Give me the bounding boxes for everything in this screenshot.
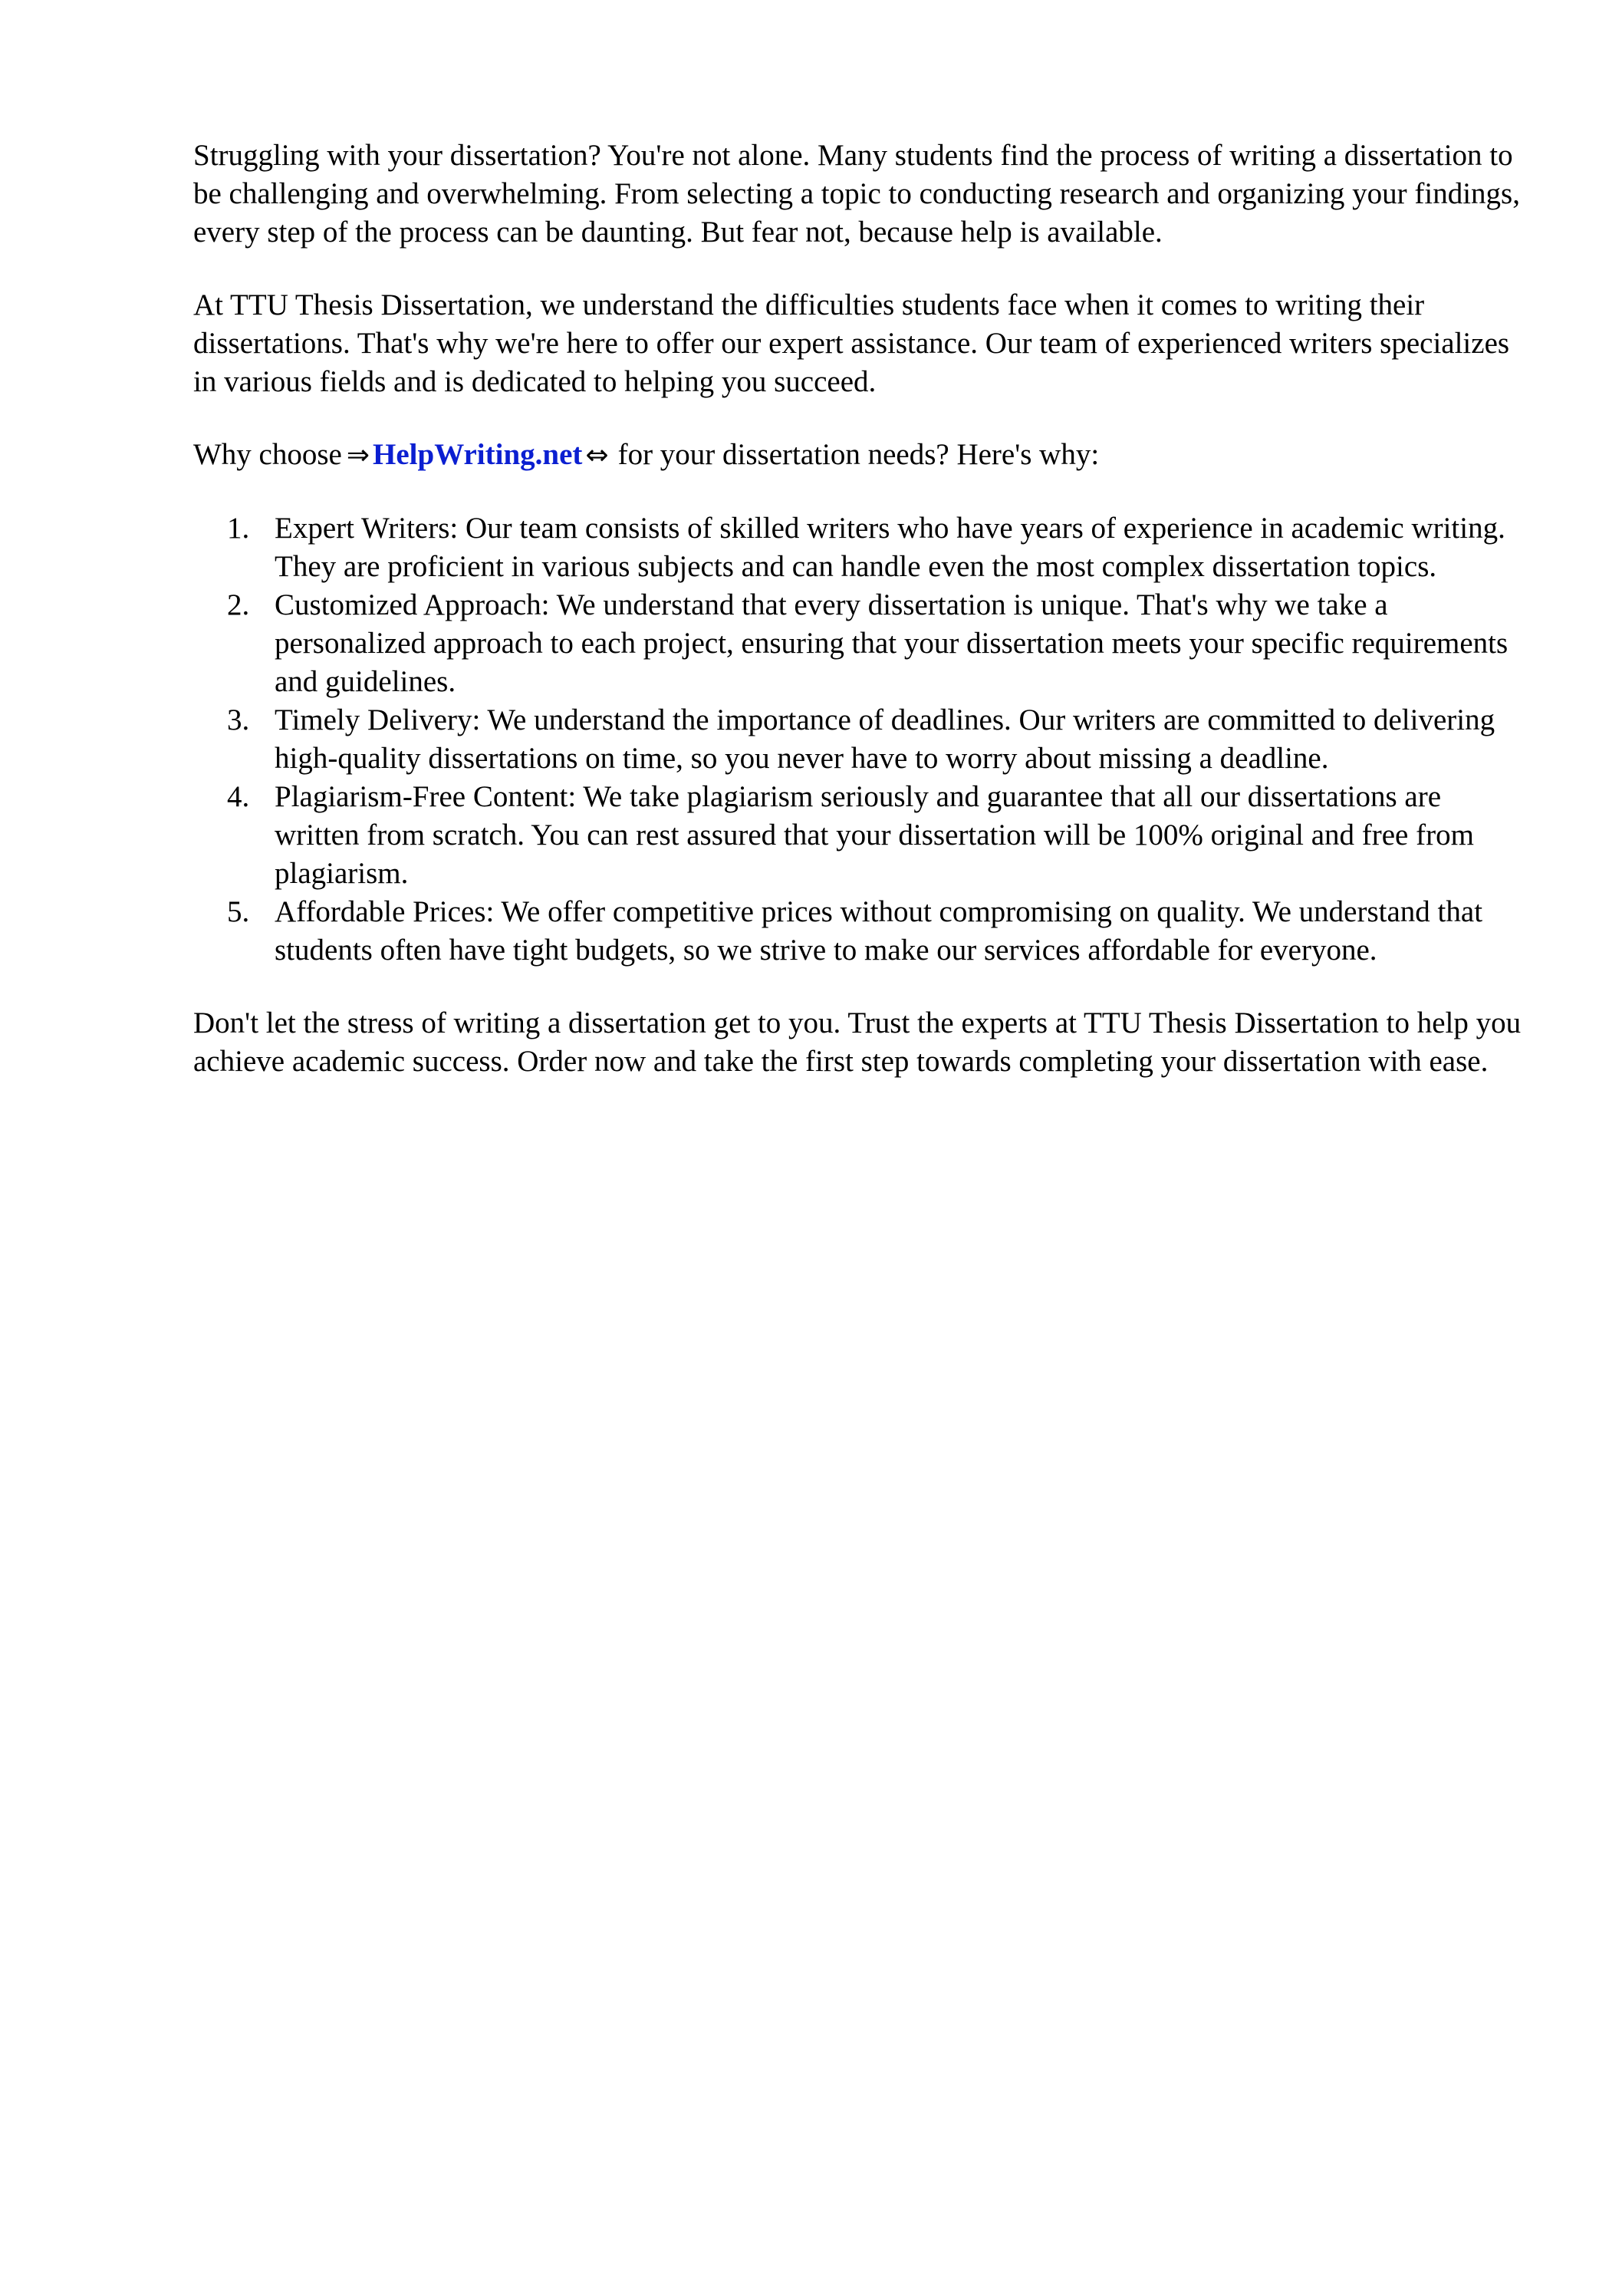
list-item — [227, 586, 1528, 701]
why-choose-line — [193, 436, 1528, 475]
left-right-double-arrow-icon: ⇔ — [585, 440, 609, 471]
why-choose-prefix: Why choose — [193, 438, 342, 471]
list-item-text: Timely Delivery: We understand the importance of deadlines. Our writers are committed to delivering high-quality dissertations on time, so you never have to worry about missing a deadline. — [275, 703, 1495, 775]
right-double-arrow-icon: ⇒ — [346, 440, 370, 471]
reasons-list — [193, 509, 1528, 970]
helpwriting-link[interactable]: HelpWriting.net — [373, 438, 583, 471]
list-item-text: Plagiarism-Free Content: We take plagiarism seriously and guarantee that all our dissertations are written from scratch. You can rest assured that your dissertation will be 100% original and free from plagiarism. — [275, 780, 1474, 890]
closing-paragraph: Don't let the stress of writing a dissertation get to you. Trust the experts at TTU Thesis Dissertation to help you achieve academic success. Order now and take the first step towards completing your dissertation with ease. — [193, 1006, 1522, 1078]
list-item-number: 3. — [227, 703, 250, 736]
document-page — [193, 137, 1528, 1115]
list-item-number: 2. — [227, 588, 250, 621]
list-item-number: 1. — [227, 512, 250, 545]
list-item-text: Affordable Prices: We offer competitive prices without compromising on quality. We understand that students often have tight budgets, so we strive to make our services affordable for everyone. — [275, 895, 1483, 967]
list-item — [227, 509, 1528, 586]
about-paragraph: At TTU Thesis Dissertation, we understand the difficulties students face when it comes to writing their dissertations. That's why we're here to offer our expert assistance. Our team of experienced writers specializes in various fields and is dedicated to helping you succeed. — [193, 288, 1510, 398]
list-item-text: Expert Writers: Our team consists of skilled writers who have years of experience in academic writing. They are proficient in various subjects and can handle even the most complex dissertation topics. — [275, 512, 1505, 583]
list-item-number: 5. — [227, 895, 250, 928]
list-item — [227, 701, 1528, 778]
list-item — [227, 778, 1528, 893]
list-item-text: Customized Approach: We understand that every dissertation is unique. That's why we take a personalized approach to each project, ensuring that your dissertation meets your specific requirements and guidelines. — [275, 588, 1508, 698]
list-item-number: 4. — [227, 780, 250, 813]
intro-paragraph: Struggling with your dissertation? You're not alone. Many students find the process of writing a dissertation to be challenging and overwhelming. From selecting a topic to conducting research and organizing your findings, every step of the process can be daunting. But fear not, because help is available. — [193, 139, 1520, 249]
list-item — [227, 893, 1528, 970]
why-choose-suffix: for your dissertation needs? Here's why: — [617, 438, 1100, 471]
